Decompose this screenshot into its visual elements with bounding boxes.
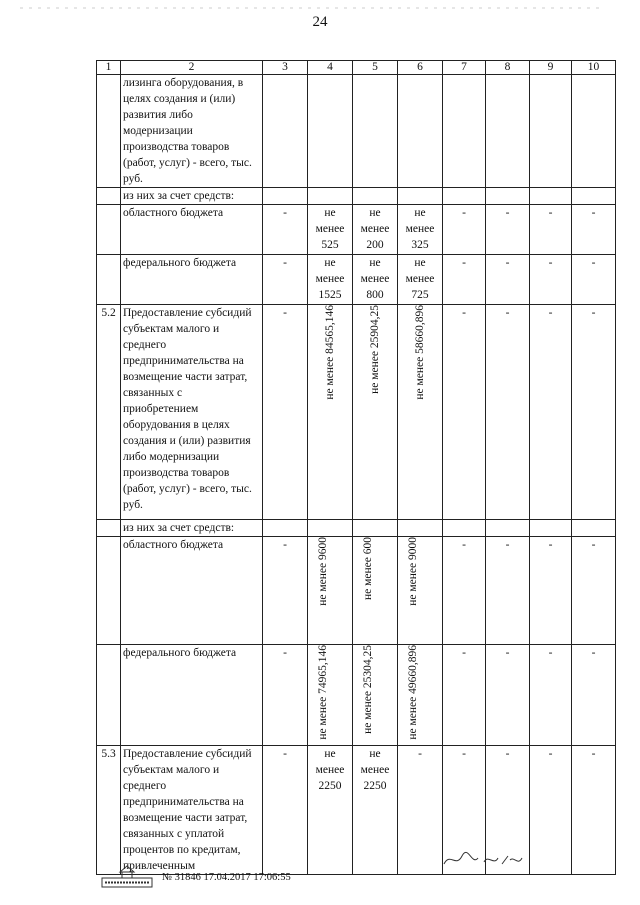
table-cell: - xyxy=(443,255,486,305)
table-cell xyxy=(443,520,486,537)
table-cell xyxy=(263,75,308,188)
table-cell: - xyxy=(530,255,572,305)
table-cell xyxy=(97,205,121,255)
table-cell: - xyxy=(263,255,308,305)
table-row xyxy=(97,188,616,205)
table-cell: - xyxy=(530,305,572,520)
column-header: 9 xyxy=(530,61,572,75)
vertical-value: не менее 74965,146 xyxy=(317,645,329,740)
table-cell xyxy=(486,520,530,537)
table-cell xyxy=(353,75,398,188)
table-cell: из них за счет средств: xyxy=(121,188,263,205)
table-row xyxy=(97,520,616,537)
table-cell: - xyxy=(263,745,308,874)
table-cell: федерального бюджета xyxy=(121,645,263,746)
table-cell: - xyxy=(486,205,530,255)
vertical-value: не менее 9600 xyxy=(317,537,329,606)
table-cell xyxy=(97,188,121,205)
column-header: 5 xyxy=(353,61,398,75)
table-row xyxy=(97,255,616,305)
table-cell: - xyxy=(530,745,572,874)
table-cell xyxy=(486,75,530,188)
table-cell xyxy=(263,188,308,205)
vertical-value: не менее 25904,25 xyxy=(369,305,381,394)
table-cell: - xyxy=(530,537,572,645)
table-cell: Предоставление субсидий субъектам малого и среднего предпринимательства на возмещение части затрат, связанных с приобретением оборудования в целях создания и (или) развития либо модернизации производства товаров (работ, услуг) - всего, тыс. руб. xyxy=(121,305,263,520)
table-cell xyxy=(308,537,353,645)
table-cell: - xyxy=(572,205,616,255)
vertical-value: не менее 600 xyxy=(362,537,374,601)
table-row xyxy=(97,205,616,255)
table-row xyxy=(97,305,616,520)
table-cell: - xyxy=(443,537,486,645)
table-cell: Предоставление субсидий субъектам малого и среднего предпринимательства на возмещение части затрат, связанных с уплатой процентов по кредитам, привлеченным xyxy=(121,745,263,874)
table-row xyxy=(97,75,616,188)
table-cell xyxy=(398,305,443,520)
table-cell xyxy=(97,537,121,645)
vertical-value: не менее 25304,25 xyxy=(362,645,374,734)
table-cell: - xyxy=(443,305,486,520)
table-cell xyxy=(398,188,443,205)
table-cell: не менее 725 xyxy=(398,255,443,305)
table-cell: - xyxy=(486,537,530,645)
table-cell xyxy=(572,75,616,188)
table-cell xyxy=(398,537,443,645)
table-cell: не менее 1525 xyxy=(308,255,353,305)
table-cell xyxy=(308,305,353,520)
vertical-value: не менее 58660,896 xyxy=(414,305,426,400)
table-cell xyxy=(353,188,398,205)
table-cell: не менее 200 xyxy=(353,205,398,255)
vertical-value: не менее 84565,146 xyxy=(324,305,336,400)
table-row xyxy=(97,645,616,746)
table-cell xyxy=(353,520,398,537)
table-cell: не менее 525 xyxy=(308,205,353,255)
table-cell: не менее 2250 xyxy=(353,745,398,874)
page-number: 24 xyxy=(312,14,328,30)
table-cell xyxy=(353,537,398,645)
table-cell: - xyxy=(263,205,308,255)
column-header: 1 xyxy=(97,61,121,75)
table-cell xyxy=(308,520,353,537)
table-cell: - xyxy=(263,305,308,520)
table-cell xyxy=(97,75,121,188)
row-number: 5.2 xyxy=(97,305,121,520)
table-cell xyxy=(530,75,572,188)
table-cell xyxy=(353,305,398,520)
table-cell: лизинга оборудования, в целях создания и (или) развития либо модернизации производства товаров (работ, услуг) - всего, тыс. руб. xyxy=(121,75,263,188)
table-cell xyxy=(398,645,443,746)
table-cell: - xyxy=(572,645,616,746)
table-cell xyxy=(263,520,308,537)
column-header: 3 xyxy=(263,61,308,75)
table-cell xyxy=(308,645,353,746)
table-cell: - xyxy=(443,205,486,255)
table-cell: - xyxy=(263,537,308,645)
registry-stamp-icon xyxy=(100,864,154,890)
table-cell: - xyxy=(263,645,308,746)
table-cell xyxy=(97,520,121,537)
table-cell xyxy=(443,75,486,188)
table-cell xyxy=(572,520,616,537)
table-row xyxy=(97,537,616,645)
table-cell: - xyxy=(530,205,572,255)
table-cell: - xyxy=(398,745,443,874)
document-registration-id: № 31846 17.04.2017 17:06:55 xyxy=(162,872,291,883)
table-cell: - xyxy=(572,537,616,645)
table-cell: не менее 800 xyxy=(353,255,398,305)
table-cell: - xyxy=(486,745,530,874)
table-cell: - xyxy=(443,745,486,874)
table-cell: - xyxy=(572,305,616,520)
vertical-value: не менее 9000 xyxy=(407,537,419,606)
column-header: 6 xyxy=(398,61,443,75)
table-cell xyxy=(97,645,121,746)
column-header: 2 xyxy=(121,61,263,75)
table-cell xyxy=(353,645,398,746)
table-cell xyxy=(443,188,486,205)
column-header: 8 xyxy=(486,61,530,75)
table-cell xyxy=(398,75,443,188)
table-cell: - xyxy=(572,745,616,874)
table-cell xyxy=(97,255,121,305)
table-cell: областного бюджета xyxy=(121,205,263,255)
table-cell: - xyxy=(486,305,530,520)
table-cell: - xyxy=(486,645,530,746)
table-cell xyxy=(530,188,572,205)
table-cell xyxy=(308,188,353,205)
column-header: 7 xyxy=(443,61,486,75)
table-cell: из них за счет средств: xyxy=(121,520,263,537)
table-cell: федерального бюджета xyxy=(121,255,263,305)
table-cell xyxy=(486,188,530,205)
scan-edge-marks xyxy=(0,0,640,10)
table-cell: областного бюджета xyxy=(121,537,263,645)
table-cell: не менее 325 xyxy=(398,205,443,255)
document-footer xyxy=(96,864,536,894)
table-cell xyxy=(398,520,443,537)
table-header-row xyxy=(97,61,616,75)
budget-table xyxy=(96,60,616,875)
table-cell xyxy=(572,188,616,205)
column-header: 10 xyxy=(572,61,616,75)
table-cell: - xyxy=(572,255,616,305)
vertical-value: не менее 49660,896 xyxy=(407,645,419,740)
table-row xyxy=(97,745,616,874)
table-cell: - xyxy=(443,645,486,746)
column-header: 4 xyxy=(308,61,353,75)
table-cell xyxy=(530,520,572,537)
table-cell: - xyxy=(530,645,572,746)
row-number: 5.3 xyxy=(97,745,121,874)
table-cell: - xyxy=(486,255,530,305)
table-cell: не менее 2250 xyxy=(308,745,353,874)
table-cell xyxy=(308,75,353,188)
